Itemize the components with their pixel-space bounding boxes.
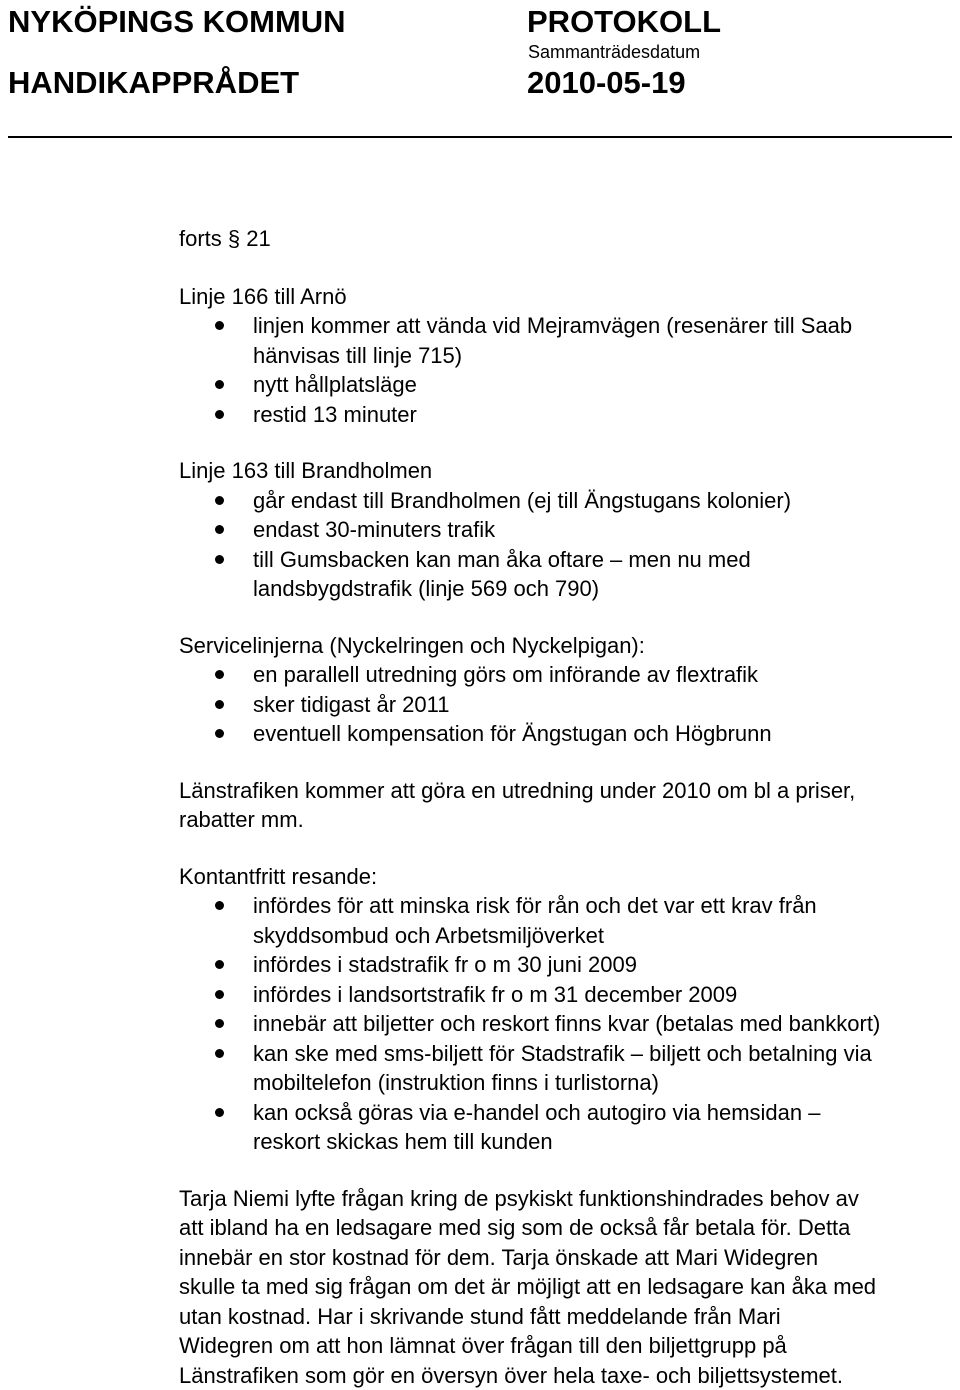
list-item	[179, 891, 960, 950]
paragraph-line: Länstrafiken som gör en översyn över hela taxe- och biljettsystemet.	[179, 1361, 960, 1390]
list-item-text: endast 30-minuters trafik	[253, 515, 960, 545]
paragraph-line: Tarja Niemi lyfte frågan kring de psykiskt funktionshindrades behov av	[179, 1184, 960, 1214]
bullet-icon	[215, 729, 224, 738]
line163-list	[179, 486, 960, 604]
bullet-icon	[215, 1108, 224, 1117]
list-item-text: skyddsombud och Arbetsmiljöverket	[253, 921, 960, 951]
bullet-icon	[215, 901, 224, 910]
kontantfritt-heading: Kontantfritt resande:	[179, 862, 960, 892]
service-heading: Servicelinjerna (Nyckelringen och Nyckelpigan):	[179, 631, 960, 661]
paragraph-line: utan kostnad. Har i skrivande stund fått meddelande från Mari	[179, 1302, 960, 1332]
paragraph-line: att ibland ha en ledsagare med sig som de också får betala för. Detta	[179, 1213, 960, 1243]
header-divider	[8, 136, 952, 138]
list-item-text: eventuell kompensation för Ängstugan och Högbrunn	[253, 719, 960, 749]
line166-heading: Linje 166 till Arnö	[179, 282, 960, 312]
list-item	[179, 486, 960, 516]
line163-heading: Linje 163 till Brandholmen	[179, 456, 960, 486]
list-item-text: infördes i stadstrafik fr o m 30 juni 2009	[253, 950, 960, 980]
list-item-text: landsbygdstrafik (linje 569 och 790)	[253, 574, 960, 604]
list-item	[179, 660, 960, 690]
list-item-text: hänvisas till linje 715)	[253, 341, 960, 371]
date-label: Sammanträdesdatum	[528, 43, 700, 61]
service-list	[179, 660, 960, 749]
bullet-icon	[215, 670, 224, 679]
bullet-icon	[215, 525, 224, 534]
bullet-icon	[215, 321, 224, 330]
list-item-text: reskort skickas hem till kunden	[253, 1127, 960, 1157]
section-reference: forts § 21	[179, 224, 960, 254]
list-item	[179, 1039, 960, 1098]
list-item-text: till Gumsbacken kan man åka oftare – men nu med	[253, 545, 960, 575]
document-type: PROTOKOLL	[527, 6, 721, 37]
protocol-body	[179, 224, 960, 1390]
bullet-icon	[215, 410, 224, 419]
list-item-text: går endast till Brandholmen (ej till Ängstugans kolonier)	[253, 486, 960, 516]
kontantfritt-list	[179, 891, 960, 1157]
list-item-text: kan ske med sms-biljett för Stadstrafik – biljett och betalning via	[253, 1039, 960, 1069]
bullet-icon	[215, 990, 224, 999]
list-item-text: mobiltelefon (instruktion finns i turlistorna)	[253, 1068, 960, 1098]
list-item-text: kan också göras via e-handel och autogiro via hemsidan –	[253, 1098, 960, 1128]
tarja-paragraph	[179, 1184, 960, 1390]
list-item	[179, 1009, 960, 1039]
list-item	[179, 1098, 960, 1157]
list-item-text: restid 13 minuter	[253, 400, 960, 430]
list-item	[179, 545, 960, 604]
list-item	[179, 690, 960, 720]
list-item-text: nytt hållplatsläge	[253, 370, 960, 400]
list-item-text: infördes för att minska risk för rån och det var ett krav från	[253, 891, 960, 921]
list-item	[179, 950, 960, 980]
bullet-icon	[215, 380, 224, 389]
bullet-icon	[215, 960, 224, 969]
list-item-text: en parallell utredning görs om införande av flextrafik	[253, 660, 960, 690]
bullet-icon	[215, 1019, 224, 1028]
bullet-icon	[215, 496, 224, 505]
paragraph-line: Widegren om att hon lämnat över frågan till den biljettgrupp på	[179, 1331, 960, 1361]
council-name: HANDIKAPPRÅDET	[8, 67, 299, 98]
bullet-icon	[215, 555, 224, 564]
list-item	[179, 515, 960, 545]
lanstrafiken-paragraph	[179, 776, 960, 835]
list-item	[179, 370, 960, 400]
list-item-text: innebär att biljetter och reskort finns kvar (betalas med bankkort)	[253, 1009, 960, 1039]
paragraph-line: Länstrafiken kommer att göra en utredning under 2010 om bl a priser,	[179, 776, 960, 806]
line166-list	[179, 311, 960, 429]
paragraph-line: skulle ta med sig frågan om det är möjligt att en ledsagare kan åka med	[179, 1272, 960, 1302]
meeting-date: 2010-05-19	[527, 67, 686, 98]
bullet-icon	[215, 700, 224, 709]
paragraph-line: innebär en stor kostnad för dem. Tarja önskade att Mari Widegren	[179, 1243, 960, 1273]
list-item	[179, 311, 960, 370]
organization-name: NYKÖPINGS KOMMUN	[8, 6, 346, 37]
list-item-text: infördes i landsortstrafik fr o m 31 december 2009	[253, 980, 960, 1010]
list-item-text: sker tidigast år 2011	[253, 690, 960, 720]
list-item-text: linjen kommer att vända vid Mejramvägen (resenärer till Saab	[253, 311, 960, 341]
list-item	[179, 980, 960, 1010]
list-item	[179, 719, 960, 749]
bullet-icon	[215, 1049, 224, 1058]
list-item	[179, 400, 960, 430]
paragraph-line: rabatter mm.	[179, 805, 960, 835]
